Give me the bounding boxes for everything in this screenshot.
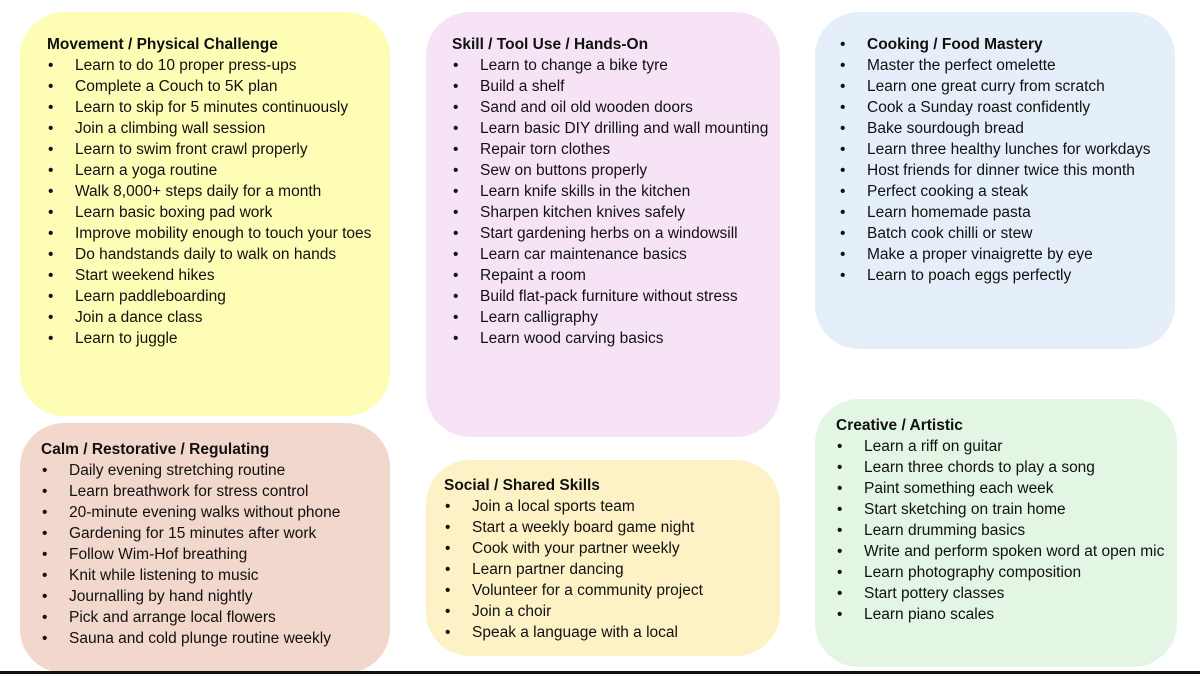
list-item-text: Learn to skip for 5 minutes continuously [75, 99, 349, 116]
movement-card [20, 12, 390, 416]
bullet-icon: • [453, 309, 459, 326]
list-item [452, 286, 770, 307]
bullet-icon: • [837, 459, 843, 476]
list-item-text: Repaint a room [480, 267, 586, 284]
bullet-icon: • [445, 603, 451, 620]
list-item [839, 55, 1165, 76]
bullet-icon: • [453, 57, 459, 74]
bullet-icon: • [48, 162, 54, 179]
list-item [47, 286, 380, 307]
bullet-icon: • [42, 525, 48, 542]
social-title: Social / Shared Skills [444, 477, 600, 494]
list-item-text: Host friends for dinner twice this month [867, 162, 1135, 179]
list-item [836, 520, 1167, 541]
bullet-icon: • [837, 543, 843, 560]
list-item [836, 457, 1167, 478]
bullet-icon: • [840, 225, 846, 242]
list-item [47, 139, 380, 160]
bullet-icon: • [453, 330, 459, 347]
list-item-text: Build a shelf [480, 78, 565, 95]
list-item-text: Pick and arrange local flowers [69, 609, 276, 626]
bullet-icon: • [445, 582, 451, 599]
list-item-text: Learn calligraphy [480, 309, 599, 326]
list-item [47, 160, 380, 181]
list-item-text: Learn three chords to play a song [864, 459, 1095, 476]
list-item-text: Learn basic DIY drilling and wall mounting [480, 120, 769, 137]
bullet-icon: • [42, 462, 48, 479]
bullet-icon: • [48, 204, 54, 221]
bullet-icon: • [837, 522, 843, 539]
list-item [41, 523, 380, 544]
bullet-icon: • [453, 204, 459, 221]
list-item [452, 181, 770, 202]
creative-card [815, 399, 1177, 667]
list-item [839, 97, 1165, 118]
bullet-icon: • [48, 246, 54, 263]
list-item-text: Walk 8,000+ steps daily for a month [75, 183, 322, 200]
list-item [836, 499, 1167, 520]
bullet-icon: • [445, 624, 451, 641]
bullet-icon: • [453, 183, 459, 200]
list-item [452, 328, 770, 349]
list-item-text: Learn to poach eggs perfectly [867, 267, 1072, 284]
list-item-text: 20-minute evening walks without phone [69, 504, 341, 521]
bullet-icon: • [840, 36, 846, 53]
list-item [47, 181, 380, 202]
list-item-text: Learn wood carving basics [480, 330, 664, 347]
list-item [41, 586, 380, 607]
bullet-icon: • [840, 267, 846, 284]
list-item [452, 76, 770, 97]
list-item [839, 244, 1165, 265]
list-item-text: Paint something each week [864, 480, 1054, 497]
list-item-text: Learn piano scales [864, 606, 995, 623]
list-item-text: Learn basic boxing pad work [75, 204, 273, 221]
bullet-icon: • [837, 501, 843, 518]
list-item [452, 97, 770, 118]
list-item [836, 478, 1167, 499]
list-item [452, 118, 770, 139]
movement-title: Movement / Physical Challenge [47, 36, 278, 53]
bullet-icon: • [837, 606, 843, 623]
list-item-text: Learn paddleboarding [75, 288, 226, 305]
calm-list [41, 460, 380, 649]
list-item [444, 622, 770, 643]
list-item-text: Bake sourdough bread [867, 120, 1024, 137]
bullet-icon: • [445, 540, 451, 557]
list-item-text: Start weekend hikes [75, 267, 215, 284]
bullet-icon: • [840, 246, 846, 263]
bullet-icon: • [48, 57, 54, 74]
list-item-text: Follow Wim-Hof breathing [69, 546, 248, 563]
bullet-icon: • [453, 225, 459, 242]
list-item-text: Learn to do 10 proper press-ups [75, 57, 297, 74]
bullet-icon: • [48, 99, 54, 116]
list-item-text: Sharpen kitchen knives safely [480, 204, 686, 221]
list-item-text: Learn one great curry from scratch [867, 78, 1105, 95]
list-item [41, 481, 380, 502]
list-item [452, 244, 770, 265]
bullet-icon: • [453, 141, 459, 158]
bullet-icon: • [42, 588, 48, 605]
list-item-text: Start sketching on train home [864, 501, 1066, 518]
list-item-text: Sauna and cold plunge routine weekly [69, 630, 331, 647]
list-item [452, 160, 770, 181]
list-item-text: Learn photography composition [864, 564, 1082, 581]
skill-card [426, 12, 780, 437]
bullet-icon: • [48, 330, 54, 347]
bullet-icon: • [42, 567, 48, 584]
list-item-text: Learn to juggle [75, 330, 178, 347]
list-item [444, 496, 770, 517]
creative-title: Creative / Artistic [836, 417, 963, 434]
bullet-icon: • [840, 141, 846, 158]
bullet-icon: • [837, 564, 843, 581]
list-item-text: Volunteer for a community project [472, 582, 703, 599]
bullet-icon: • [48, 141, 54, 158]
list-item [836, 583, 1167, 604]
list-item-text: Knit while listening to music [69, 567, 259, 584]
list-item-text: Cook with your partner weekly [472, 540, 680, 557]
list-item-text: Perfect cooking a steak [867, 183, 1029, 200]
list-item-text: Join a climbing wall session [75, 120, 266, 137]
list-item [444, 538, 770, 559]
list-item-text: Learn a riff on guitar [864, 438, 1003, 455]
bullet-icon: • [837, 438, 843, 455]
list-item [839, 139, 1165, 160]
movement-list [47, 55, 380, 349]
list-item-text: Start pottery classes [864, 585, 1005, 602]
list-item [47, 328, 380, 349]
bullet-icon: • [48, 183, 54, 200]
list-item [444, 601, 770, 622]
list-item [41, 565, 380, 586]
bullet-icon: • [840, 183, 846, 200]
bullet-icon: • [445, 561, 451, 578]
bullet-icon: • [837, 480, 843, 497]
list-item-text: Learn knife skills in the kitchen [480, 183, 691, 200]
cooking-title-row [839, 34, 1165, 55]
list-item-text: Build flat-pack furniture without stress [480, 288, 738, 305]
list-item [452, 139, 770, 160]
bullet-icon: • [840, 78, 846, 95]
list-item [452, 202, 770, 223]
bullet-icon: • [48, 78, 54, 95]
bullet-icon: • [453, 120, 459, 137]
list-item-text: Join a choir [472, 603, 552, 620]
list-item-text: Learn homemade pasta [867, 204, 1031, 221]
list-item [444, 517, 770, 538]
bullet-icon: • [445, 498, 451, 515]
calm-title: Calm / Restorative / Regulating [41, 441, 270, 458]
list-item [47, 97, 380, 118]
bullet-icon: • [453, 162, 459, 179]
list-item-text: Learn to change a bike tyre [480, 57, 668, 74]
list-item-text: Complete a Couch to 5K plan [75, 78, 278, 95]
bullet-icon: • [453, 246, 459, 263]
bullet-icon: • [840, 204, 846, 221]
bullet-icon: • [42, 609, 48, 626]
list-item [47, 265, 380, 286]
bullet-icon: • [42, 546, 48, 563]
list-item [452, 55, 770, 76]
list-item-text: Master the perfect omelette [867, 57, 1056, 74]
list-item [41, 544, 380, 565]
social-list [444, 496, 770, 643]
list-item-text: Learn a yoga routine [75, 162, 218, 179]
bullet-icon: • [48, 120, 54, 137]
list-item-text: Learn car maintenance basics [480, 246, 687, 263]
cooking-title: Cooking / Food Mastery [867, 36, 1043, 53]
list-item [47, 202, 380, 223]
list-item-text: Learn three healthy lunches for workdays [867, 141, 1151, 158]
cooking-card [815, 12, 1175, 349]
list-item [47, 307, 380, 328]
bullet-icon: • [453, 288, 459, 305]
bullet-icon: • [48, 267, 54, 284]
social-card [426, 460, 780, 656]
bullet-icon: • [840, 162, 846, 179]
skill-list [452, 55, 770, 349]
bullet-icon: • [837, 585, 843, 602]
list-item-text: Gardening for 15 minutes after work [69, 525, 317, 542]
list-item-text: Batch cook chilli or stew [867, 225, 1033, 242]
cooking-list [839, 55, 1165, 286]
list-item-text: Speak a language with a local [472, 624, 678, 641]
list-item [836, 436, 1167, 457]
list-item-text: Improve mobility enough to touch your toes [75, 225, 372, 242]
list-item-text: Journalling by hand nightly [69, 588, 253, 605]
bullet-icon: • [445, 519, 451, 536]
list-item [839, 223, 1165, 244]
bullet-icon: • [453, 78, 459, 95]
bullet-icon: • [453, 267, 459, 284]
list-item [452, 307, 770, 328]
list-item [47, 223, 380, 244]
list-item-text: Sew on buttons properly [480, 162, 648, 179]
bullet-icon: • [42, 504, 48, 521]
list-item [839, 265, 1165, 286]
bullet-icon: • [840, 120, 846, 137]
list-item-text: Learn to swim front crawl properly [75, 141, 308, 158]
bullet-icon: • [840, 99, 846, 116]
list-item [839, 202, 1165, 223]
calm-card [20, 423, 390, 673]
bullet-icon: • [42, 630, 48, 647]
list-item [47, 244, 380, 265]
list-item [836, 604, 1167, 625]
list-item [47, 55, 380, 76]
list-item-text: Do handstands daily to walk on hands [75, 246, 337, 263]
list-item [47, 118, 380, 139]
list-item-text: Learn partner dancing [472, 561, 624, 578]
list-item-text: Sand and oil old wooden doors [480, 99, 693, 116]
list-item-text: Join a local sports team [472, 498, 635, 515]
list-item [452, 223, 770, 244]
bullet-icon: • [840, 57, 846, 74]
list-item [444, 580, 770, 601]
list-item [41, 502, 380, 523]
list-item-text: Learn breathwork for stress control [69, 483, 309, 500]
list-item [839, 160, 1165, 181]
list-item-text: Start gardening herbs on a windowsill [480, 225, 738, 242]
list-item [47, 76, 380, 97]
list-item [41, 460, 380, 481]
bullet-icon: • [48, 309, 54, 326]
bullet-icon: • [48, 225, 54, 242]
list-item [839, 76, 1165, 97]
list-item-text: Learn drumming basics [864, 522, 1026, 539]
list-item-text: Daily evening stretching routine [69, 462, 286, 479]
list-item-text: Repair torn clothes [480, 141, 611, 158]
list-item [444, 559, 770, 580]
bullet-icon: • [42, 483, 48, 500]
skill-title: Skill / Tool Use / Hands-On [452, 36, 649, 53]
list-item-text: Cook a Sunday roast confidently [867, 99, 1091, 116]
list-item [839, 181, 1165, 202]
list-item [41, 628, 380, 649]
bullet-icon: • [453, 99, 459, 116]
list-item-text: Start a weekly board game night [472, 519, 695, 536]
list-item [41, 607, 380, 628]
list-item [836, 562, 1167, 583]
list-item [452, 265, 770, 286]
list-item-text: Join a dance class [75, 309, 203, 326]
list-item [836, 541, 1167, 562]
list-item-text: Write and perform spoken word at open mic [864, 543, 1165, 560]
bullet-icon: • [48, 288, 54, 305]
list-item-text: Make a proper vinaigrette by eye [867, 246, 1093, 263]
list-item [839, 118, 1165, 139]
creative-list [836, 436, 1167, 625]
